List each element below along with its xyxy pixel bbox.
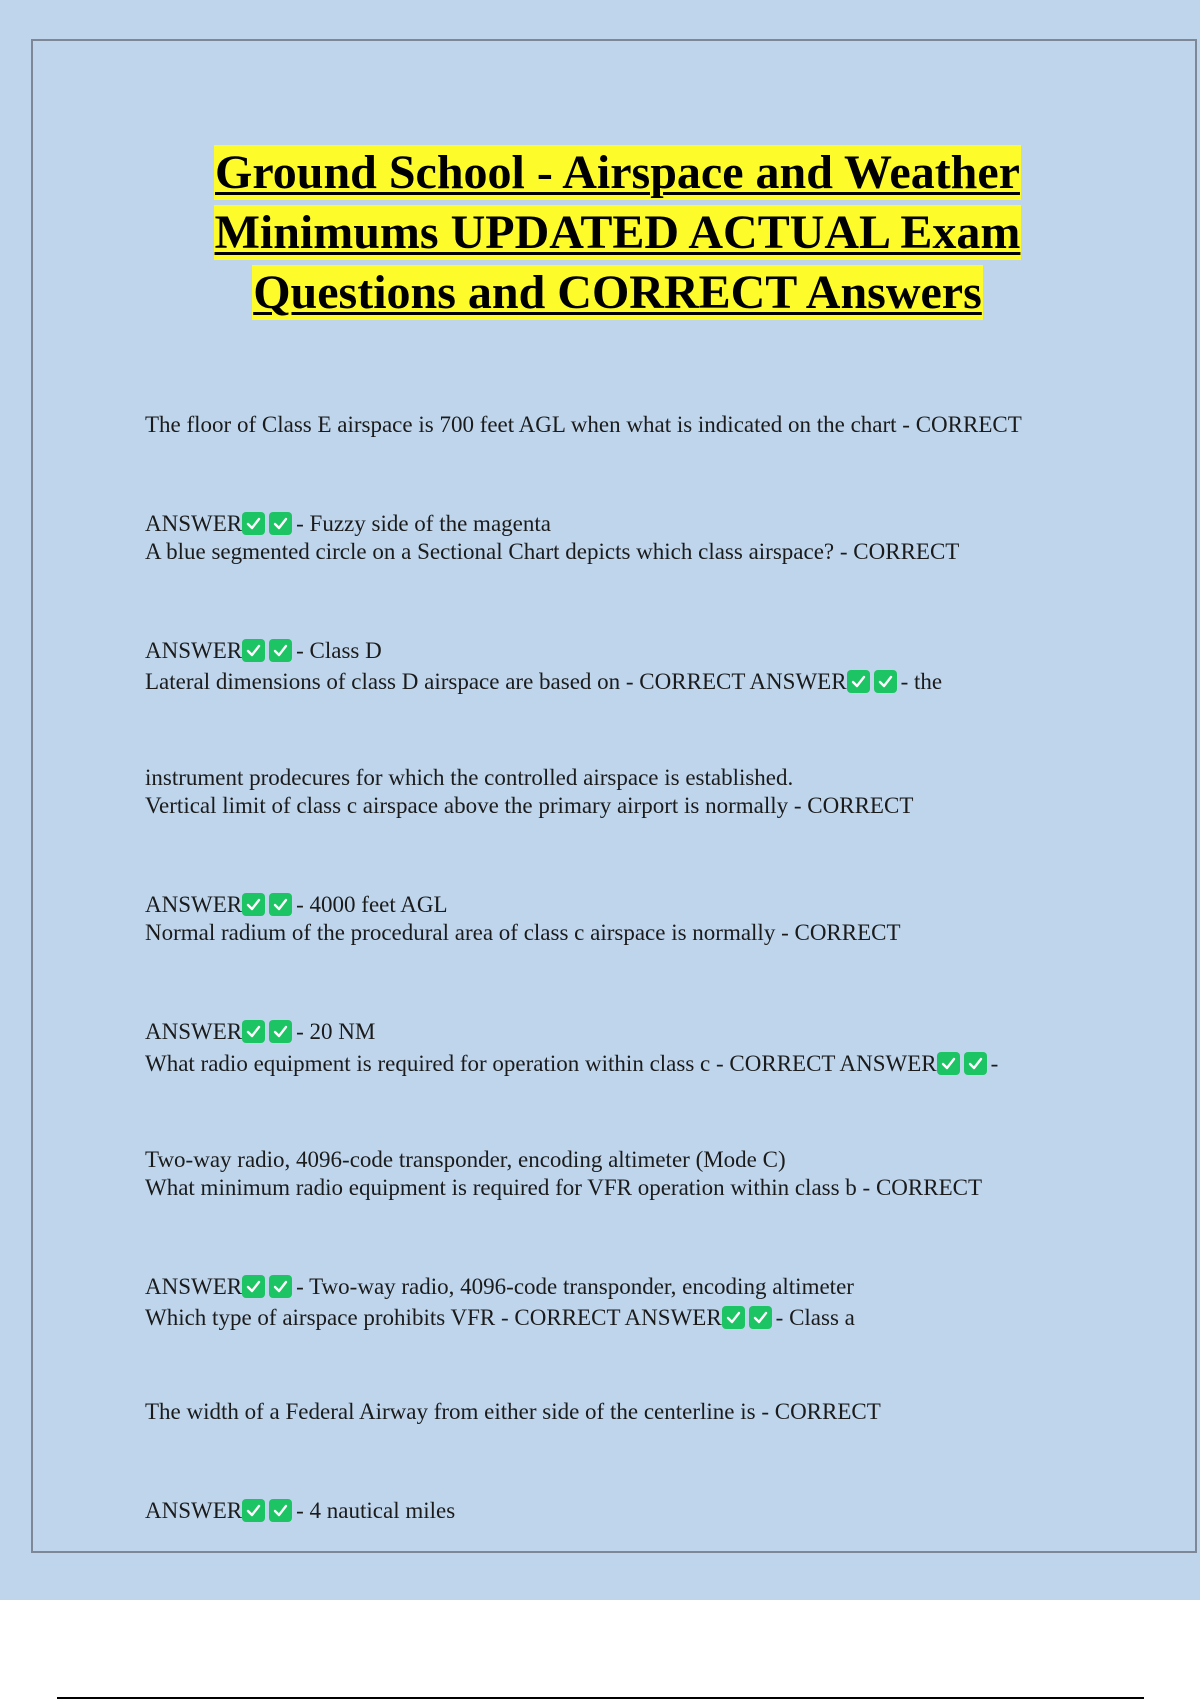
answer-label: ANSWER (145, 1498, 243, 1523)
qa-item-9 (145, 1329, 1105, 1560)
footer-divider (57, 1697, 1144, 1699)
qa-answer: - (990, 1051, 999, 1076)
title-line-3: Questions and CORRECT Answers (253, 266, 982, 319)
answer-label: ANSWER (145, 892, 243, 917)
check-mark-icon (722, 1306, 745, 1329)
answer-label: ANSWER (145, 1274, 243, 1299)
title-line-1: Ground School - Airspace and Weather (215, 146, 1020, 199)
qa-question: The floor of Class E airspace is 700 feet AGL when what is indicated on the chart - CORRECT (145, 412, 1022, 437)
check-mark-icon (874, 670, 897, 693)
check-mark-icon (937, 1052, 960, 1075)
qa-answer: - 20 NM (296, 1019, 376, 1044)
qa-answer-continuation: Two-way radio, 4096-code transponder, encoding altimeter (Mode C) (145, 1147, 786, 1172)
qa-question: What minimum radio equipment is required for VFR operation within class b - CORRECT (145, 1175, 983, 1200)
qa-question: Vertical limit of class c airspace above the primary airport is normally - CORRECT (145, 793, 914, 818)
answer-label: ANSWER (145, 1019, 243, 1044)
document-title (120, 145, 1115, 325)
answer-label: ANSWER (145, 511, 243, 536)
qa-answer: - Class a (775, 1305, 855, 1330)
qa-answer: - Fuzzy side of the magenta (296, 511, 551, 536)
qa-answer: - Two-way radio, 4096-code transponder, encoding altimeter (296, 1274, 854, 1299)
qa-answer: - the (900, 669, 943, 694)
qa-question: A blue segmented circle on a Sectional Chart depicts which class airspace? - CORRECT (145, 539, 960, 564)
qa-question: Which type of airspace prohibits VFR - CORRECT ANSWER (145, 1305, 722, 1330)
title-line-2: Minimums UPDATED ACTUAL Exam (214, 206, 1021, 259)
check-mark-icon (749, 1306, 772, 1329)
check-mark-icon (964, 1052, 987, 1075)
qa-question: Lateral dimensions of class D airspace are based on - CORRECT ANSWER (145, 669, 847, 694)
check-mark-icon (269, 1499, 292, 1522)
qa-answer: - Class D (296, 638, 382, 663)
qa-question: The width of a Federal Airway from either side of the centerline is - CORRECT (145, 1399, 881, 1424)
qa-question: What radio equipment is required for operation within class c - CORRECT ANSWER (145, 1051, 937, 1076)
qa-answer: - 4000 feet AGL (296, 892, 448, 917)
qa-answer-continuation: instrument prodecures for which the controlled airspace is established. (145, 765, 794, 790)
qa-answer: - 4 nautical miles (296, 1498, 456, 1523)
check-mark-icon (242, 1499, 265, 1522)
check-mark-icon (847, 670, 870, 693)
answer-label: ANSWER (145, 638, 243, 663)
qa-question: Normal radium of the procedural area of class c airspace is normally - CORRECT (145, 920, 901, 945)
